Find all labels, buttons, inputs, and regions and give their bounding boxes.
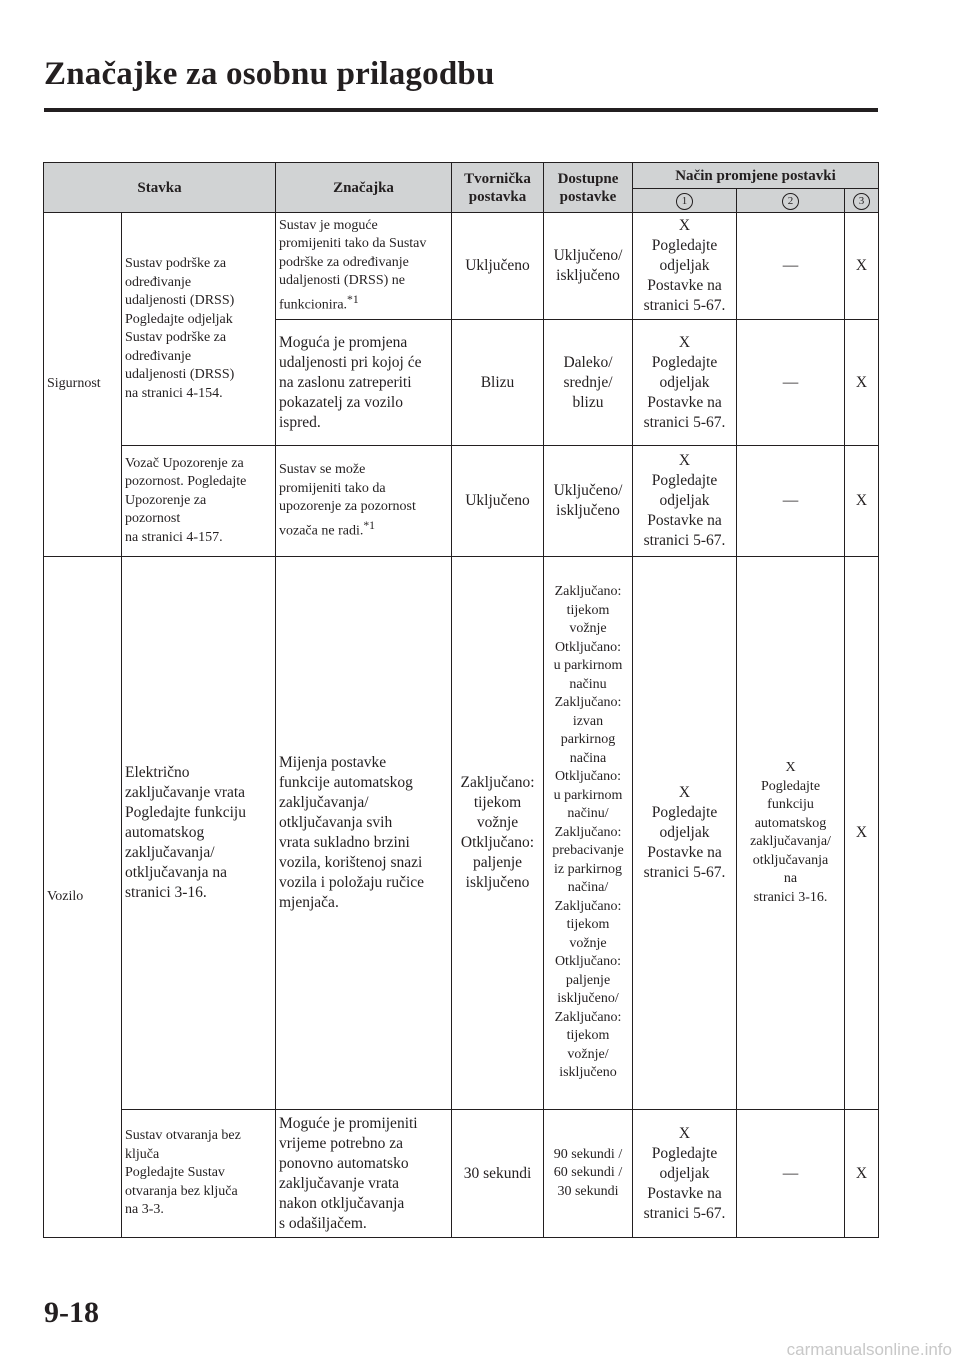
method-3-cell: X — [845, 1110, 879, 1238]
page-number: 9-18 — [44, 1296, 99, 1329]
item-cell: Sustav otvaranja bez ključa Pogledajte Sustav otvaranja bez ključa na 3-3. — [122, 1110, 276, 1238]
item-cell: Sustav podrške za određivanje udaljenosti (DRSS) Pogledajte odjeljak Sustav podrške za određivanje udaljenosti (DRSS) na stranici 4-154. — [122, 213, 276, 446]
available-cell: 90 sekundi / 60 sekundi / 30 sekundi — [544, 1110, 633, 1238]
method-1-cell: X Pogledajte odjeljak Postavke na stranici 5-67. — [633, 446, 737, 557]
circled-number-3: 3 — [853, 193, 870, 210]
group-label-vozilo: Vozilo — [44, 557, 122, 1238]
header-method-2 — [737, 189, 845, 213]
header-item: Stavka — [44, 163, 276, 213]
factory-cell: Blizu — [452, 320, 544, 446]
table-row — [44, 557, 879, 1110]
header-method-3 — [845, 189, 879, 213]
feature-cell: Moguće je promijeniti vrijeme potrebno za ponovno automatsko zaključavanje vrata nakon otključavanja s odašiljačem. — [276, 1110, 452, 1238]
item-cell: Električno zaključavanje vrata Pogledajte funkciju automatskog zaključavanja/ otključavanja na stranici 3-16. — [122, 557, 276, 1110]
table-row — [44, 446, 879, 557]
item-cell: Vozač Upozorenje za pozornost. Pogledajte Upozorenje za pozornost na stranici 4-157. — [122, 446, 276, 557]
title-rule — [44, 108, 878, 112]
feature-cell: Mijenja postavke funkcije automatskog zaključavanja/ otključavanja svih vrata sukladno brzini vozila, korištenoj snazi vozila i položaju ručice mjenjača. — [276, 557, 452, 1110]
method-1-cell: X Pogledajte odjeljak Postavke na stranici 5-67. — [633, 557, 737, 1110]
feature-cell — [276, 446, 452, 557]
method-2-cell: — — [737, 446, 845, 557]
footnote-mark: *1 — [347, 292, 359, 306]
method-3-cell: X — [845, 320, 879, 446]
header-change-method: Način promjene postavki — [633, 163, 879, 189]
method-2-cell: — — [737, 1110, 845, 1238]
factory-cell: Uključeno — [452, 213, 544, 320]
header-method-1 — [633, 189, 737, 213]
header-available-settings: Dostupne postavke — [544, 163, 633, 213]
factory-cell: Uključeno — [452, 446, 544, 557]
method-3-cell: X — [845, 557, 879, 1110]
method-2-cell: — — [737, 320, 845, 446]
method-1-cell: X Pogledajte odjeljak Postavke na stranici 5-67. — [633, 213, 737, 320]
group-label-sigurnost: Sigurnost — [44, 213, 122, 557]
available-cell: Daleko/ srednje/ blizu — [544, 320, 633, 446]
method-2-cell: — — [737, 213, 845, 320]
method-3-cell: X — [845, 213, 879, 320]
feature-cell — [276, 213, 452, 320]
circled-number-1: 1 — [676, 193, 693, 210]
settings-table — [43, 162, 879, 1238]
factory-cell: 30 sekundi — [452, 1110, 544, 1238]
method-3-cell: X — [845, 446, 879, 557]
factory-cell: Zaključano: tijekom vožnje Otključano: paljenje isključeno — [452, 557, 544, 1110]
method-1-cell: X Pogledajte odjeljak Postavke na stranici 5-67. — [633, 320, 737, 446]
circled-number-2: 2 — [782, 193, 799, 210]
feature-text: Sustav se može promijeniti tako da upozorenje za pozornost vozača ne radi. — [279, 462, 416, 539]
watermark: carmanualsonline.info — [786, 1340, 952, 1359]
feature-text: Sustav je moguće promijeniti tako da Sustav podrške za određivanje udaljenosti (DRSS) ne funkcionira. — [279, 217, 427, 313]
header-feature: Značajka — [276, 163, 452, 213]
page-title: Značajke za osobnu prilagodbu — [44, 56, 495, 92]
table-row — [44, 1110, 879, 1238]
footnote-mark: *1 — [363, 518, 375, 532]
available-cell: Uključeno/ isključeno — [544, 213, 633, 320]
available-cell: Uključeno/ isključeno — [544, 446, 633, 557]
feature-cell: Moguća je promjena udaljenosti pri kojoj će na zaslonu zatreperiti pokazatelj za vozilo ispred. — [276, 320, 452, 446]
available-cell: Zaključano: tijekom vožnje Otključano: u parkirnom načinu Zaključano: izvan parkirnog načina Otključano: u parkirnom načinu/ Zaključano: prebacivanje iz parkirnog načina/ Zaključano: tijekom vožnje Otključano: paljenje isključeno/ Zaključano: tijekom vožnje/ isključeno — [544, 557, 633, 1110]
method-2-cell: X Pogledajte funkciju automatskog zaključavanja/ otključavanja na stranici 3-16. — [737, 557, 845, 1110]
header-factory-setting: Tvornička postavka — [452, 163, 544, 213]
table-row — [44, 213, 879, 320]
method-1-cell: X Pogledajte odjeljak Postavke na stranici 5-67. — [633, 1110, 737, 1238]
